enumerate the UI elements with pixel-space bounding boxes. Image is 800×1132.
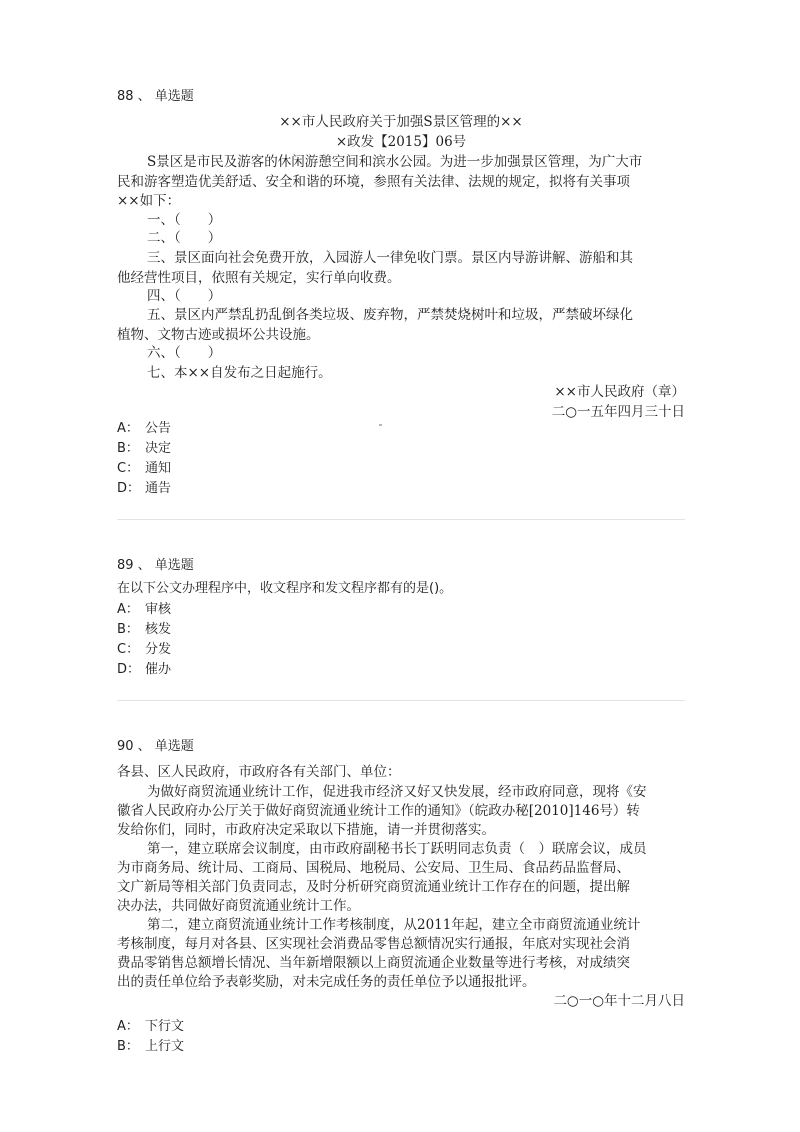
option-key: A： <box>117 1019 139 1034</box>
doc-title-line-2: ×政发【2015】06号 <box>335 134 467 150</box>
option-key: A： <box>117 421 139 436</box>
doc-date: 二○一○年十二月八日 <box>553 993 685 1009</box>
option-b[interactable] <box>117 1039 184 1055</box>
option-text: 核发 <box>145 622 172 637</box>
doc-line: 他经营性项目，依照有关规定，实行单向收费。 <box>117 270 401 286</box>
option-key: A： <box>117 602 139 617</box>
option-a[interactable] <box>117 1019 184 1035</box>
doc-line: 第一，建立联席会议制度，由市政府副秘书长丁跃明同志负责（ ）联席会议，成员 <box>147 841 647 857</box>
doc-line: 出的责任单位给予表彰奖励，对未完成任务的责任单位予以通报批评。 <box>117 974 536 990</box>
doc-line: 费品零销售总额增长情况、当年新增限额以上商贸流通企业数量等进行考核，对成绩突 <box>117 955 630 971</box>
option-key: D： <box>117 481 141 496</box>
doc-signature: ××市人民政府（章） <box>554 384 685 400</box>
doc-line: S景区是市民及游客的休闲游憩空间和滨水公园。为进一步加强景区管理，为广大市 <box>147 154 643 170</box>
question-88-header: 88 、 单选题 <box>117 89 194 104</box>
option-key: B： <box>117 1039 139 1054</box>
option-key: D： <box>117 662 141 677</box>
doc-line: 文广新局等相关部门负责同志，及时分析研究商贸流通业统计工作存在的问题，提出解 <box>117 879 630 895</box>
option-text: 下行文 <box>145 1019 185 1034</box>
doc-line: 为市商务局、统计局、工商局、国税局、地税局、公安局、卫生局、食品药品监督局、 <box>117 860 630 876</box>
option-text: 分发 <box>145 642 172 657</box>
option-key: C： <box>117 461 140 476</box>
doc-line: 各县、区人民政府，市政府各有关部门、单位： <box>117 764 401 780</box>
option-text: 通知 <box>145 461 172 476</box>
option-text: 审核 <box>145 602 172 617</box>
option-key: C： <box>117 642 140 657</box>
doc-line: 徽省人民政府办公厅关于做好商贸流通业统计工作的通知》（皖政办秘[2010]146号）转 <box>117 803 640 819</box>
doc-line: 发给你们，同时，市政府决定采取以下措施，请一并贯彻落实。 <box>117 822 495 838</box>
option-text: 决定 <box>145 441 172 456</box>
question-90-header: 90 、 单选题 <box>117 739 194 754</box>
doc-line: 七、本××自发布之日起施行。 <box>147 365 332 381</box>
doc-line: 三、景区面向社会免费开放，入园游人一律免收门票。景区内导游讲解、游船和其 <box>147 250 633 266</box>
doc-date: 二○一五年四月三十日 <box>551 404 685 420</box>
doc-line: 五、景区内严禁乱扔乱倒各类垃圾、废弃物，严禁焚烧树叶和垃圾，严禁破坏绿化 <box>147 307 633 323</box>
doc-line: 植物、文物古迹或损坏公共设施。 <box>117 327 320 343</box>
question-89-prompt: 在以下公文办理程序中，收文程序和发文程序都有的是()。 <box>117 581 453 596</box>
option-text: 催办 <box>145 662 172 677</box>
doc-line: ××如下： <box>117 193 181 209</box>
doc-line: 四、（ ） <box>147 288 222 304</box>
doc-line: 考核制度，每月对各县、区实现社会消费品零售总额情况实行通报，年底对实现社会消 <box>117 936 630 952</box>
doc-line: 为做好商贸流通业统计工作，促进我市经济又好又快发展，经市政府同意，现将《安 <box>147 784 647 800</box>
doc-line: 六、（ ） <box>147 345 222 361</box>
doc-line: 二、（ ） <box>147 230 222 246</box>
doc-line: 一、（ ） <box>147 212 222 228</box>
doc-title-line-1: ××市人民政府关于加强S景区管理的×× <box>279 114 523 130</box>
doc-line: 民和游客塑造优美舒适、安全和谐的环境，参照有关法律、法规的规定，拟将有关事项 <box>117 174 630 190</box>
question-90-document <box>117 0 685 1020</box>
option-text: 通告 <box>145 481 172 496</box>
option-text: 公告 <box>145 421 172 436</box>
option-key: B： <box>117 622 139 637</box>
question-89-header: 89 、 单选题 <box>117 558 194 573</box>
option-text: 上行文 <box>145 1039 185 1054</box>
doc-line: 第二，建立商贸流通业统计工作考核制度，从2011年起，建立全市商贸流通业统计 <box>147 917 641 933</box>
option-key: B： <box>117 441 139 456</box>
doc-line: 决办法，共同做好商贸流通业统计工作。 <box>117 898 360 914</box>
